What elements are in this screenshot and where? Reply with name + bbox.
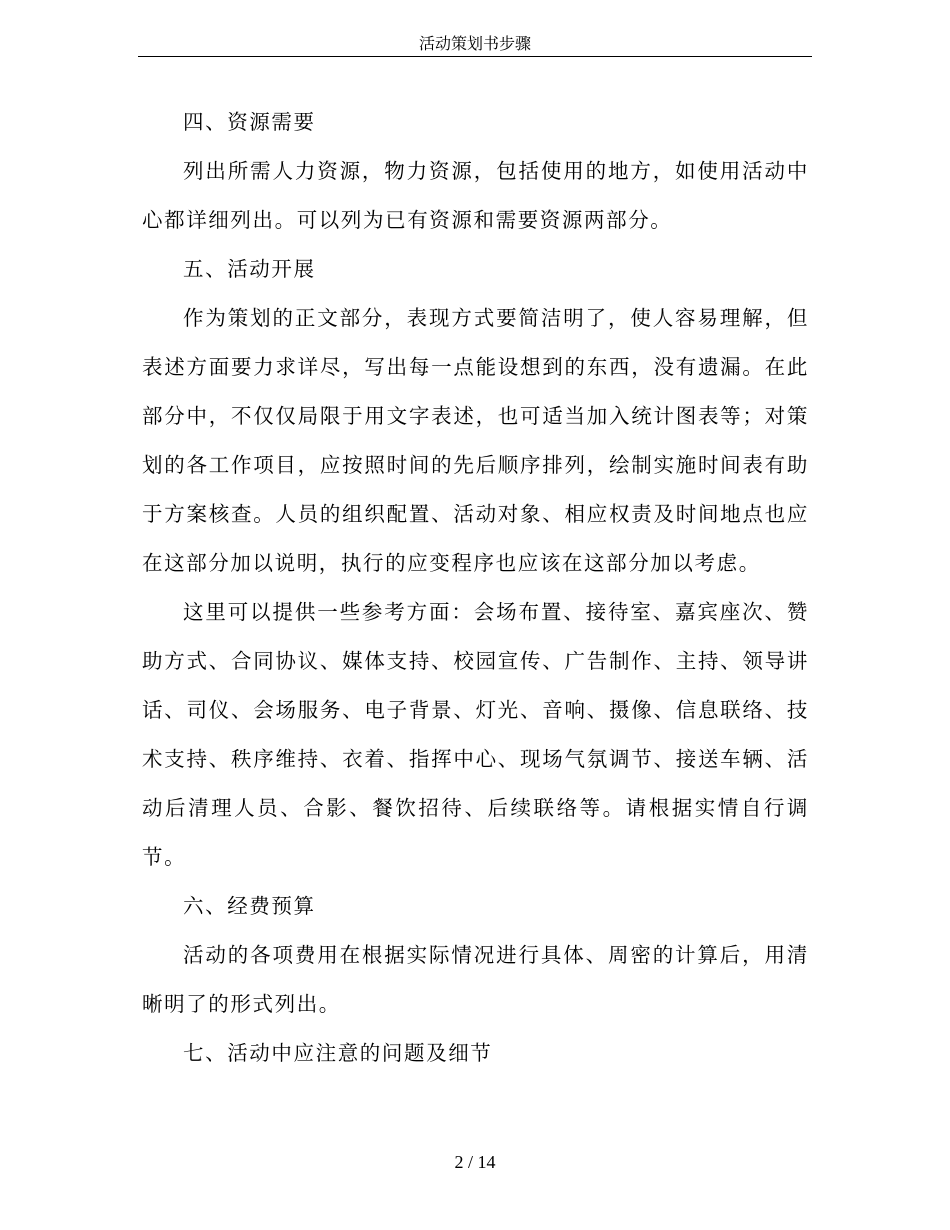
document-body <box>142 98 809 1078</box>
section-heading-resources: 四、资源需要 <box>183 110 316 134</box>
paragraph-activity-reference: 这里可以提供一些参考方面：会场布置、接待室、嘉宾座次、赞助方式、合同协议、媒体支持、校园宣传、广告制作、主持、领导讲话、司仪、会场服务、电子背景、灯光、音响、摄像、信息联络、技术支持、秩序维持、衣着、指挥中心、现场气氛调节、接送车辆、活动后清理人员、合影、餐饮招待、后续联络等。请根据实情自行调节。 <box>142 600 809 869</box>
paragraph-activity-main: 作为策划的正文部分，表现方式要简洁明了，使人容易理解，但表述方面要力求详尽，写出每一点能设想到的东西，没有遗漏。在此部分中，不仅仅局限于用文字表述，也可适当加入统计图表等；对策划的各工作项目，应按照时间的先后顺序排列，绘制实施时间表有助于方案核查。人员的组织配置、活动对象、相应权责及时间地点也应在这部分加以说明，执行的应变程序也应该在这部分加以考虑。 <box>142 306 809 575</box>
section-heading-activity: 五、活动开展 <box>183 257 316 281</box>
section-heading-notes: 七、活动中应注意的问题及细节 <box>183 1041 493 1065</box>
paragraph-budget: 活动的各项费用在根据实际情况进行具体、周密的计算后，用清晰明了的形式列出。 <box>142 943 809 1016</box>
page-number: 2 / 14 <box>454 1152 496 1172</box>
paragraph-resources: 列出所需人力资源，物力资源，包括使用的地方，如使用活动中心都详细列出。可以列为已有资源和需要资源两部分。 <box>142 159 809 232</box>
header-divider <box>138 56 812 57</box>
section-heading-budget: 六、经费预算 <box>183 894 316 918</box>
page-header: 活动策划书步骤 <box>418 34 531 53</box>
